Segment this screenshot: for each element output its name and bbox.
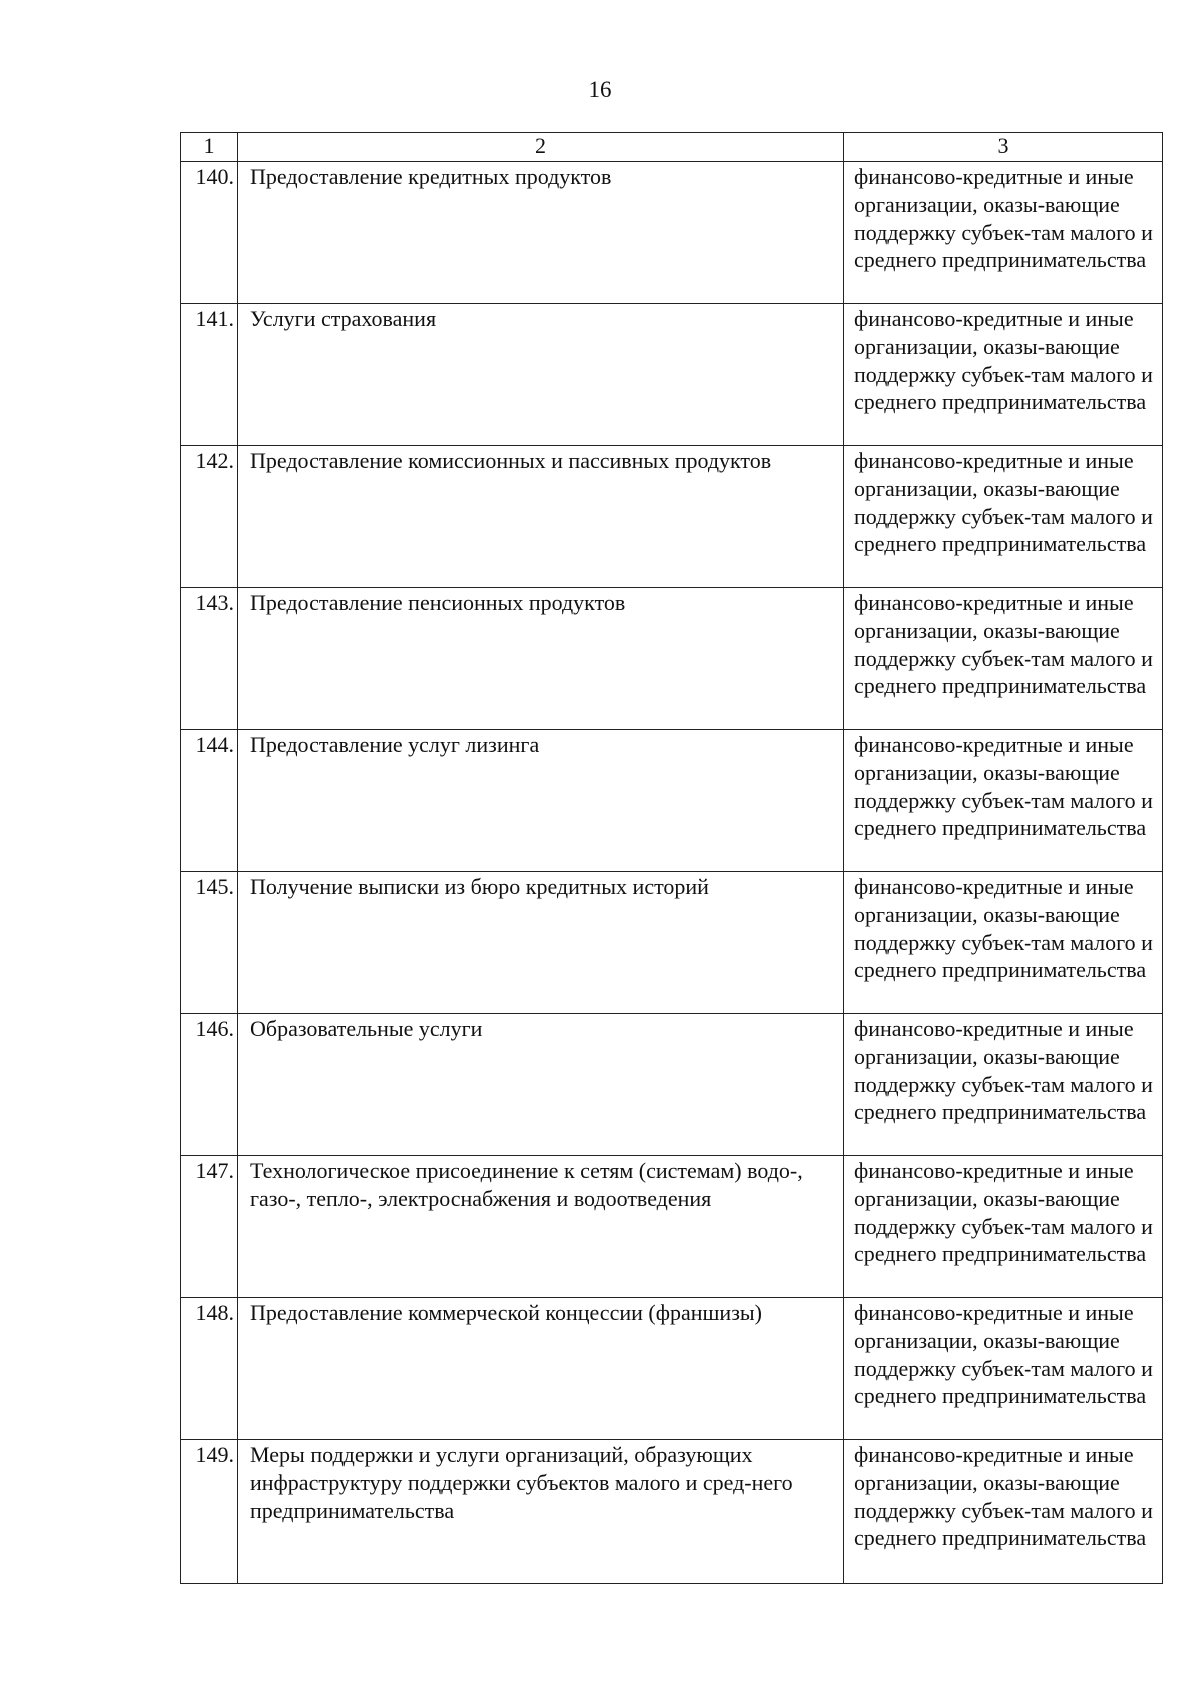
table-row	[181, 1440, 1163, 1584]
service-name: Предоставление пенсионных продуктов	[238, 588, 844, 730]
provider-organizations: финансово-кредитные и иные организации, оказы-вающие поддержку субъек-там малого и среднего предпринимательства	[844, 1440, 1163, 1584]
row-number: 140.	[181, 162, 238, 304]
service-name: Предоставление услуг лизинга	[238, 730, 844, 872]
table-row	[181, 304, 1163, 446]
service-name: Образовательные услуги	[238, 1014, 844, 1156]
provider-organizations: финансово-кредитные и иные организации, оказы-вающие поддержку субъек-там малого и среднего предпринимательства	[844, 1014, 1163, 1156]
column-header-2: 2	[238, 133, 844, 162]
service-name: Технологическое присоединение к сетям (системам) водо-, газо-, тепло-, электроснабжения и водоотведения	[238, 1156, 844, 1298]
row-number: 142.	[181, 446, 238, 588]
service-name: Предоставление кредитных продуктов	[238, 162, 844, 304]
provider-organizations: финансово-кредитные и иные организации, оказы-вающие поддержку субъек-там малого и среднего предпринимательства	[844, 162, 1163, 304]
provider-organizations: финансово-кредитные и иные организации, оказы-вающие поддержку субъек-там малого и среднего предпринимательства	[844, 588, 1163, 730]
service-name: Предоставление комиссионных и пассивных продуктов	[238, 446, 844, 588]
service-name: Предоставление коммерческой концессии (франшизы)	[238, 1298, 844, 1440]
table-row	[181, 1014, 1163, 1156]
row-number: 148.	[181, 1298, 238, 1440]
table-row	[181, 588, 1163, 730]
provider-organizations: финансово-кредитные и иные организации, оказы-вающие поддержку субъек-там малого и среднего предпринимательства	[844, 872, 1163, 1014]
service-name: Услуги страхования	[238, 304, 844, 446]
table-row	[181, 872, 1163, 1014]
row-number: 145.	[181, 872, 238, 1014]
row-number: 147.	[181, 1156, 238, 1298]
column-header-3: 3	[844, 133, 1163, 162]
row-number: 141.	[181, 304, 238, 446]
provider-organizations: финансово-кредитные и иные организации, оказы-вающие поддержку субъек-там малого и среднего предпринимательства	[844, 304, 1163, 446]
table-row	[181, 162, 1163, 304]
table-row	[181, 446, 1163, 588]
table-row	[181, 1298, 1163, 1440]
page-number: 16	[588, 77, 612, 102]
row-number: 143.	[181, 588, 238, 730]
table-row	[181, 730, 1163, 872]
service-name: Получение выписки из бюро кредитных историй	[238, 872, 844, 1014]
service-name: Меры поддержки и услуги организаций, образующих инфраструктуру поддержки субъектов малого и сред-него предпринимательства	[238, 1440, 844, 1584]
row-number: 146.	[181, 1014, 238, 1156]
provider-organizations: финансово-кредитные и иные организации, оказы-вающие поддержку субъек-там малого и среднего предпринимательства	[844, 446, 1163, 588]
services-table	[180, 132, 1163, 1584]
row-number: 144.	[181, 730, 238, 872]
provider-organizations: финансово-кредитные и иные организации, оказы-вающие поддержку субъек-там малого и среднего предпринимательства	[844, 1298, 1163, 1440]
row-number: 149.	[181, 1440, 238, 1584]
table-row	[181, 1156, 1163, 1298]
provider-organizations: финансово-кредитные и иные организации, оказы-вающие поддержку субъек-там малого и среднего предпринимательства	[844, 730, 1163, 872]
column-header-1: 1	[181, 133, 238, 162]
provider-organizations: финансово-кредитные и иные организации, оказы-вающие поддержку субъек-там малого и среднего предпринимательства	[844, 1156, 1163, 1298]
table-header-row	[181, 133, 1163, 162]
